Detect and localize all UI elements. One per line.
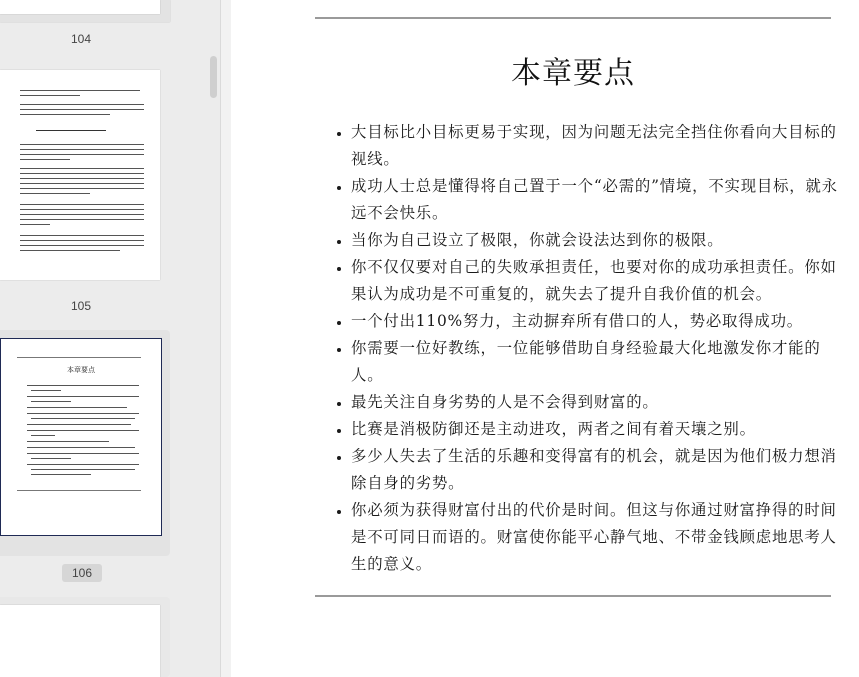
key-point: • 最先关注自身劣势的人是不会得到财富的。 xyxy=(351,389,849,416)
page-thumbnail-104[interactable] xyxy=(0,0,170,22)
key-point: • 一个付出110%努力，主动摒弃所有借口的人，势必取得成功。 xyxy=(351,308,849,335)
page-thumbnail-105[interactable] xyxy=(0,70,160,280)
key-point: • 比赛是消极防御还是主动进攻，两者之间有着天壤之别。 xyxy=(351,416,849,443)
key-point: • 你必须为获得财富付出的代价是时间。但这与你通过财富挣得的时间是不可同日而语的。财富使你能平心静气地、不带金钱顾虑地思考人生的意义。 xyxy=(351,497,849,578)
document-page xyxy=(231,0,859,677)
top-rule xyxy=(315,17,831,19)
bottom-rule xyxy=(315,595,831,597)
key-point: • 当你为自己设立了极限，你就会设法达到你的极限。 xyxy=(351,227,849,254)
page-thumbnail-107[interactable] xyxy=(0,605,160,677)
page-thumbnail-106[interactable] xyxy=(0,338,162,536)
thumbnail-title: 本章要点 xyxy=(67,366,95,374)
page-number-104: 104 xyxy=(70,32,92,46)
page-number-106: 106 xyxy=(62,564,102,582)
key-point: • 多少人失去了生活的乐趣和变得富有的机会，就是因为他们极力想消除自身的劣势。 xyxy=(351,443,849,497)
key-point: • 你不仅仅要对自己的失败承担责任，也要对你的成功承担责任。你如果认为成功是不可重复的，就失去了提升自我价值的机会。 xyxy=(351,254,849,308)
page-number-105: 105 xyxy=(70,299,92,313)
key-points-list xyxy=(333,119,849,578)
sidebar-scrollbar[interactable] xyxy=(210,56,217,98)
thumbnail-sidebar xyxy=(0,0,220,677)
page-title: 本章要点 xyxy=(511,56,635,91)
key-point: • 成功人士总是懂得将自己置于一个“必需的”情境，不实现目标，就永远不会快乐。 xyxy=(351,173,849,227)
key-point: • 大目标比小目标更易于实现，因为问题无法完全挡住你看向大目标的视线。 xyxy=(351,119,849,173)
sidebar-divider[interactable] xyxy=(220,0,231,677)
key-point: • 你需要一位好教练，一位能够借助自身经验最大化地激发你才能的人。 xyxy=(351,335,849,389)
